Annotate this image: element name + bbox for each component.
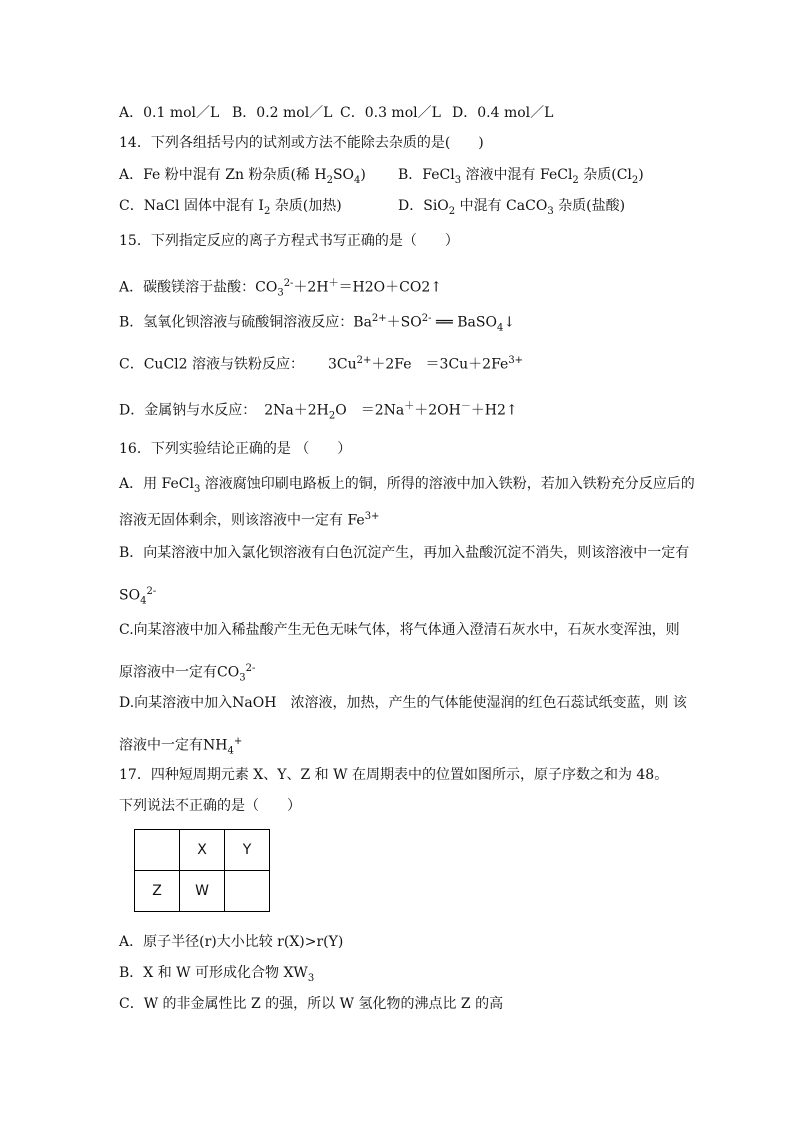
q16-option-b-line1: B．向某溶液中加入氯化钡溶液有白色沉淀产生，再加入盐酸沉淀不消失，则该溶液中一定有	[119, 545, 690, 561]
q17-stem-line2: 下列说法不正确的是（ ）	[119, 798, 301, 814]
q16-option-c-line1: C.向某溶液中加入稀盐酸产生无色无味气体，将气体通入澄清石灰水中，石灰水变浑浊，则	[119, 622, 680, 638]
q17-option-a: A．原子半径(r)大小比较 r(X)>r(Y)	[119, 934, 344, 950]
q14-option-d: D．SiO$_2$ 中混有 CaCO$_3$ 杂质(盐酸)	[398, 198, 626, 217]
q14-stem: 14．下列各组括号内的试剂或方法不能除去杂质的是( )	[119, 135, 484, 151]
q15-option-c: C．CuCl2 溶液与铁粉反应： $3Cu^{2+}+2Fe$ $=3Cu+2Fe^{3+}$	[119, 355, 524, 373]
q13-option-c: C．0.3 mol／L	[340, 105, 441, 121]
table-cell	[225, 871, 270, 912]
q17-option-b: B．X 和 W 可形成化合物 $XW_3$	[119, 965, 315, 984]
q17-option-c: C．W 的非金属性比 Z 的强，所以 W 氢化物的沸点比 Z 的高	[119, 996, 504, 1012]
q15-option-a: A．碳酸镁溶于盐酸：$CO_3^{2-}+2H^+=H2O+CO2↑$	[119, 278, 442, 299]
table-row	[135, 830, 270, 871]
q14-option-b: B．FeCl$_3$ 溶液中混有 FeCl$_2$ 杂质$(Cl_2)$	[398, 167, 644, 186]
table-cell	[135, 830, 180, 871]
q13-option-a: A．0.1 mol／L	[119, 105, 220, 121]
q15-option-d: D．金属钠与水反应： $2Na+2H_2O$ ＝2Na＋＋2OH－＋H2↑	[119, 401, 518, 422]
table-cell: X	[180, 830, 225, 871]
q16-option-a-line2: 溶液无固体剩余，则该溶液中一定有 $Fe^{3+}$	[119, 511, 380, 529]
q16-stem: 16．下列实验结论正确的是 （ ）	[119, 441, 352, 457]
q16-option-d-line2: 溶液中一定有$NH_4^+$	[119, 736, 243, 757]
table-row	[135, 871, 270, 912]
periodic-table-fragment	[134, 829, 270, 912]
q16-option-c-line2: 原溶液中一定有$CO_3^{2-}$	[119, 663, 256, 684]
q17-stem-line1: 17．四种短周期元素 X、Y、Z 和 W 在周期表中的位置如图所示，原子序数之和为 48。	[119, 767, 669, 783]
q13-option-d: D．0.4 mol／L	[452, 105, 554, 121]
q16-option-d-line1: D.向某溶液中加入NaOH 浓溶液，加热，产生的气体能使湿润的红色石蕊试纸变蓝，则 该	[119, 695, 687, 711]
q15-stem: 15．下列指定反应的离子方程式书写正确的是（ ）	[119, 233, 459, 249]
q16-option-a-line1: A．用 FeCl$_3$ 溶液腐蚀印刷电路板上的铜，所得的溶液中加入铁粉，若加入铁粉充分反应后的	[119, 476, 695, 495]
q15-option-b: B．氢氧化钡溶液与硫酸铜溶液反应：$Ba^{2+}+SO^{2-}$ ══ BaSO$_4$↓	[119, 313, 516, 334]
table-cell: Y	[225, 830, 270, 871]
table-cell: Z	[135, 871, 180, 912]
q16-option-b-line2: $SO_4^{2-}$	[119, 586, 157, 607]
q13-option-b: B．0.2 mol／L	[232, 105, 333, 121]
q14-option-a: A．Fe 粉中混有 Zn 粉杂质(稀 $H_2SO_4$)	[119, 167, 366, 186]
q14-option-c: C．NaCl 固体中混有 $I_2$ 杂质(加热)	[119, 198, 342, 217]
table-cell: W	[180, 871, 225, 912]
